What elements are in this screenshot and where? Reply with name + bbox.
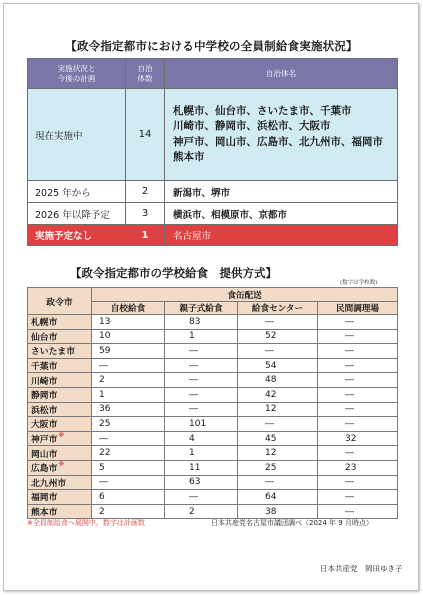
table-row — [28, 402, 398, 417]
table2-title: 【政令指定都市の学校給食 提供方式】 — [70, 266, 277, 280]
value-cell: 25 — [238, 460, 318, 475]
status-cell: 2026 年以降予定 — [28, 203, 126, 225]
city-cell: 福岡市 — [28, 490, 92, 505]
value-cell: 2 — [92, 504, 165, 519]
header-center: 給食センター — [238, 302, 318, 315]
table-row — [28, 373, 398, 388]
value-cell: ― — [318, 490, 398, 505]
table-row — [28, 504, 398, 519]
value-cell: 12 — [238, 402, 318, 417]
city-cell: さいたま市 — [28, 344, 92, 359]
table-row — [28, 460, 398, 475]
value-cell: 25 — [92, 417, 165, 432]
table-row — [28, 490, 398, 505]
city-cell: 神戸市※ — [28, 431, 92, 446]
city-cell: 千葉市 — [28, 358, 92, 373]
value-cell: 12 — [238, 446, 318, 461]
value-cell: ― — [318, 344, 398, 359]
value-cell: ― — [318, 475, 398, 490]
value-cell: ― — [165, 358, 238, 373]
value-cell: ― — [318, 373, 398, 388]
value-cell: ― — [165, 402, 238, 417]
count-cell: 1 — [126, 225, 165, 246]
count-cell: 3 — [126, 203, 165, 225]
source-footnote: 日本共産党名古屋市議団調べ（2024 年 9 月時点） — [211, 519, 373, 527]
count-cell: 14 — [126, 89, 165, 181]
value-cell: 42 — [238, 387, 318, 402]
value-cell: ― — [92, 358, 165, 373]
value-cell: 1 — [165, 446, 238, 461]
value-cell: ― — [165, 387, 238, 402]
value-cell: ― — [318, 358, 398, 373]
value-cell: ― — [165, 344, 238, 359]
value-cell: 2 — [165, 504, 238, 519]
city-cell: 広島市※ — [28, 460, 92, 475]
value-cell: ― — [165, 373, 238, 388]
table-row — [28, 417, 398, 432]
value-cell: ― — [238, 315, 318, 330]
value-cell: 22 — [92, 446, 165, 461]
header-cities: 自治体名 — [165, 59, 398, 89]
status-cell: 現在実施中 — [28, 89, 126, 181]
value-cell: 36 — [92, 402, 165, 417]
city-cell: 静岡市 — [28, 387, 92, 402]
value-cell: ― — [238, 344, 318, 359]
count-cell: 2 — [126, 181, 165, 203]
value-cell: 64 — [238, 490, 318, 505]
city-cell: 札幌市 — [28, 315, 92, 330]
value-cell: ― — [92, 431, 165, 446]
value-cell: 11 — [165, 460, 238, 475]
value-cell: 2 — [92, 373, 165, 388]
value-cell: ― — [318, 504, 398, 519]
value-cell: 32 — [318, 431, 398, 446]
header-private-kitchen: 民間調理場 — [318, 302, 398, 315]
table-row — [28, 446, 398, 461]
city-cell: 仙台市 — [28, 329, 92, 344]
value-cell: 101 — [165, 417, 238, 432]
table-row — [28, 431, 398, 446]
table-row — [28, 344, 398, 359]
city-cell: 岡山市 — [28, 446, 92, 461]
header-own-school: 自校給食 — [92, 302, 165, 315]
unit-note: (数字は学校数) — [340, 280, 378, 286]
value-cell: ― — [165, 490, 238, 505]
cities-cell: 名古屋市 — [165, 225, 398, 246]
table-row — [28, 203, 398, 225]
table-row — [28, 315, 398, 330]
value-cell: 13 — [92, 315, 165, 330]
value-cell: ― — [92, 475, 165, 490]
value-cell: ― — [318, 387, 398, 402]
value-cell: 54 — [238, 358, 318, 373]
value-cell: 48 — [238, 373, 318, 388]
value-cell: ― — [238, 417, 318, 432]
value-cell: 1 — [165, 329, 238, 344]
value-cell: 83 — [165, 315, 238, 330]
value-cell: ― — [318, 402, 398, 417]
city-cell: 北九州市 — [28, 475, 92, 490]
plan-footnote: ※全員制給食へ展開中。数字は計画数 — [27, 519, 145, 527]
author-credit: 日本共産党 岡田ゆき子 — [320, 564, 403, 573]
table-row — [28, 475, 398, 490]
value-cell: 5 — [92, 460, 165, 475]
status-cell: 2025 年から — [28, 181, 126, 203]
header-city: 政令市 — [28, 288, 92, 315]
value-cell: 23 — [318, 460, 398, 475]
city-cell: 熊本市 — [28, 504, 92, 519]
table1-header-row — [28, 59, 398, 89]
cities-cell: 新潟市、堺市 — [165, 181, 398, 203]
value-cell: ― — [318, 329, 398, 344]
city-cell: 浜松市 — [28, 402, 92, 417]
lunch-provision-method-table — [27, 287, 398, 519]
city-cell: 大阪市 — [28, 417, 92, 432]
status-cell: 実施予定なし — [28, 225, 126, 246]
value-cell: 63 — [165, 475, 238, 490]
value-cell: 4 — [165, 431, 238, 446]
cities-cell: 札幌市、仙台市、さいたま市、千葉市 川崎市、静岡市、浜松市、大阪市 神戸市、岡山市、広島市、北九州市、福岡市 熊本市 — [165, 89, 398, 181]
table1-title: 【政令指定都市における中学校の全員制給食実施状況】 — [65, 39, 358, 53]
value-cell: ― — [318, 446, 398, 461]
value-cell: ― — [238, 475, 318, 490]
table-row — [28, 225, 398, 246]
value-cell: 59 — [92, 344, 165, 359]
value-cell: 38 — [238, 504, 318, 519]
plan-mark: ※ — [58, 432, 65, 440]
table-row — [28, 387, 398, 402]
table-row — [28, 89, 398, 181]
plan-mark: ※ — [58, 461, 65, 469]
value-cell: 45 — [238, 431, 318, 446]
cities-cell: 横浜市、相模原市、京都市 — [165, 203, 398, 225]
value-cell: 6 — [92, 490, 165, 505]
value-cell: ― — [318, 417, 398, 432]
header-count: 自治 体数 — [126, 59, 165, 89]
value-cell: 1 — [92, 387, 165, 402]
table-row — [28, 181, 398, 203]
table-row — [28, 358, 398, 373]
value-cell: 10 — [92, 329, 165, 344]
table-row — [28, 329, 398, 344]
school-lunch-status-table — [27, 58, 398, 246]
header-group: 食缶配送 — [92, 288, 398, 302]
value-cell: ― — [318, 315, 398, 330]
header-parent-child: 親子式給食 — [165, 302, 238, 315]
city-cell: 川崎市 — [28, 373, 92, 388]
value-cell: 52 — [238, 329, 318, 344]
table2-header-row — [28, 288, 398, 302]
header-status: 実施状況と 今後の計画 — [28, 59, 126, 89]
